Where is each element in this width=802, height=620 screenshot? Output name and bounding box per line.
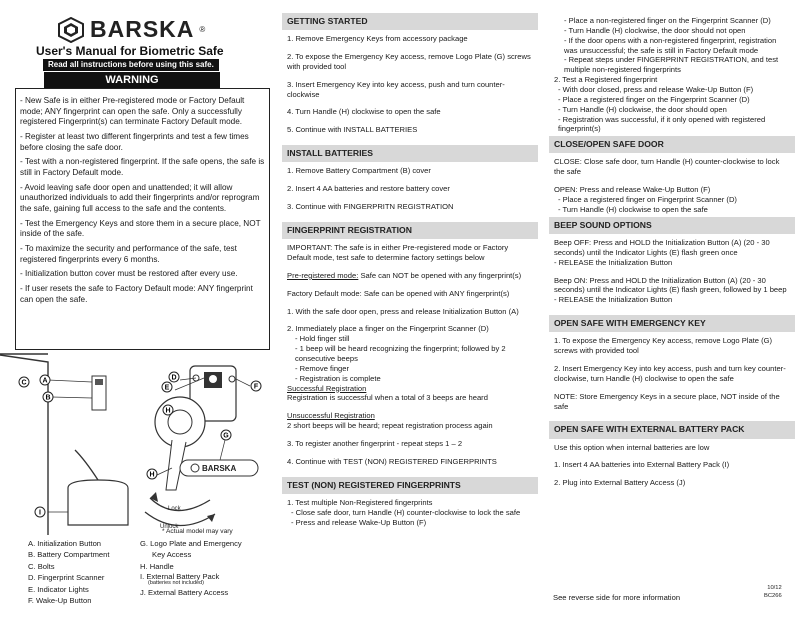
getting-started-header: GETTING STARTED [282,13,538,30]
safe-diagram [0,350,270,540]
substep: - With door closed, press and release Wake-Up Button (F) [558,85,754,95]
step: 2. Insert Emergency Key into key access, push and turn key counter-clockwise, turn Handle (H) clockwise to open the safe [554,364,786,383]
read-all-notice: Read all instructions before using this safe. [43,59,219,71]
emergency-key-header: OPEN SAFE WITH EMERGENCY KEY [549,315,795,332]
model-note: * Actual model may vary [162,528,233,535]
step: 1. To expose the Emergency Key access, remove Logo Plate (G) screws with provided tool [554,336,773,356]
beep-off-sub: - RELEASE the Initialization Button [554,257,673,267]
fingerprint-registration-header: FINGERPRINT REGISTRATION [282,222,538,239]
substep: - Turn Handle (H) clockwise, the door should open [558,104,727,114]
beep-sound-section [549,234,795,315]
substep: - If the door opens with a non-registered fingerprint, registration was unsuccessful; the safe is still in Factory Default mode [564,35,777,55]
substep: - Press and release Wake-Up Button (F) [291,517,427,527]
warning-item: - Avoid leaving safe door open and unattended; it will allow unauthorized individuals to add their fingerprints and/or reprogram the safe, gaining full access to the safe and the contents. [20,182,260,213]
marker-h-inner: H [165,407,171,415]
logo-plate-brand: BARSKA [202,464,237,473]
step: 1. Remove Battery Compartment (B) cover [287,166,431,176]
step: 4. Continue with TEST (NON) REGISTERED FINGERPRINTS [287,456,497,466]
legend-item: G. Logo Plate and Emergency [140,539,242,548]
legend-left [28,538,109,606]
substep: - Place a registered finger on Fingerprint Scanner (D) [558,195,737,205]
pre-registered-label: Pre-registered mode: [287,270,359,280]
brand-name: BARSKA [90,16,195,42]
test-fingerprints-header: TEST (NON) REGISTERED FINGERPRINTS [282,477,538,494]
right-column [549,0,795,602]
marker-h: H [149,471,155,479]
marker-i: I [39,509,41,517]
warning-item: - To maximize the security and performance of the safe, test registered fingerprints every 6 months. [20,243,237,264]
install-batteries-section [282,162,538,222]
step: 5. Continue with INSTALL BATTERIES [287,125,418,135]
warning-item: - New Safe is in either Pre-registered mode or Factory Default mode; ANY fingerprint can open the safe. Only a successfully registered Fingerprint(s) can terminate Factory Default mode. [20,96,245,127]
marker-b: B [45,394,51,402]
warning-item: - If user resets the safe to Factory Default mode: ANY fingerprint can open the safe. [20,283,253,304]
test-fingerprints-section-a [282,494,538,530]
external-battery-section [549,439,795,499]
legend-item: E. Indicator Lights [28,584,89,594]
factory-default-mode: Factory Default mode: Safe can be opened with ANY fingerprint(s) [287,288,510,298]
left-column [0,0,270,620]
legend-right [140,538,242,598]
legend-item: D. Fingerprint Scanner [28,573,105,583]
emergency-key-section [549,332,795,421]
step: 1. With the safe door open, press and release Initialization Button (A) [287,306,519,316]
step: 1. Insert 4 AA batteries into External Battery Pack (I) [554,460,730,470]
fail-text: 2 short beeps will be heard; repeat registration process again [287,421,493,431]
legend-subnote: (batteries not included) [148,580,204,587]
marker-a: A [42,377,48,385]
substep: - Place a registered finger on the Fingerprint Scanner (D) [558,94,750,104]
legend-item: H. Handle [140,561,174,571]
close-instructions: CLOSE: Close safe door, turn Handle (H) counter-clockwise to lock the safe [554,157,780,177]
pre-registered-text: Safe can NOT be opened with any fingerprint(s) [358,270,522,280]
product-code: BC266 [764,592,782,599]
substep: - Turn Handle (H) clockwise to open the safe [558,204,708,214]
warning-item: - Register at least two different fingerprints and test a few times before closing the safe door. [20,131,249,152]
brand-logo [56,15,205,45]
fingerprint-registration-section [282,239,538,477]
unlock-label: Unlock [160,524,179,530]
substep: - Registration is complete [295,373,381,383]
substep: - Remove finger [295,363,350,373]
close-open-section [549,153,795,216]
marker-d: D [171,374,177,382]
warning-item: - Test the Emergency Keys and store them in a secure place, NOT inside of the safe. [20,218,261,239]
step: 3. Continue with FINGERPRITN REGISTRATION [287,202,454,212]
beep-off: Beep OFF: Press and HOLD the Initialization Button (A) (20 - 30 seconds) until the Indicator Lights (E) flash green once [554,237,770,257]
step: 2. To expose the Emergency Key access, remove Logo Plate (G) screws with provided tool [287,52,531,71]
marker-f: F [253,383,259,391]
legend-item: F. Wake-Up Button [28,595,92,605]
middle-column [282,0,538,529]
step: 2. Immediately place a finger on the Fingerprint Scanner (D) [287,324,489,334]
success-title: Successful Registration [287,383,367,393]
beep-on: Beep ON: Press and HOLD the Initialization Button (A) (20 - 30 seconds) until the Indicator Lights (E) flash green, followed by 1 beep [554,275,787,295]
document-code [764,585,782,600]
step: 3. Insert Emergency Key into key access, push and turn counter-clockwise [287,79,505,99]
step: 3. To register another fingerprint - repeat steps 1 – 2 [287,439,463,448]
step: 2. Plug into External Battery Access (J) [554,478,686,488]
close-open-header: CLOSE/OPEN SAFE DOOR [549,136,795,153]
warning-item: - Initialization button cover must be restored after every use. [20,269,238,279]
beep-sound-header: BEEP SOUND OPTIONS [549,217,795,234]
substep: - Turn Handle (H) clockwise, the door should not open [564,25,746,35]
step: 2. Test a Registered fingerprint [554,75,658,85]
install-batteries-header: INSTALL BATTERIES [282,145,538,162]
legend-item: C. Bolts [28,561,55,571]
step: 1. Remove Emergency Keys from accessory package [287,34,468,44]
warning-item: - Test with a non-registered fingerprint. If the safe opens, the safe is still in Factory Default mode. [20,157,265,177]
substep: - Close safe door, turn Handle (H) counter-clockwise to lock the safe [291,507,521,517]
fail-title: Unsuccessful Registration [287,411,375,421]
open-instructions: OPEN: Press and release Wake-Up Button (F) [554,185,711,195]
legend-item: A. Initialization Button [28,539,102,548]
warning-box [15,88,270,350]
document-date: 10/12 [767,585,782,591]
substep: - Place a non-registered finger on the Fingerprint Scanner (D) [564,16,771,25]
step: 2. Insert 4 AA batteries and restore battery cover [287,184,450,194]
legend-item: Key Access [152,550,192,560]
marker-c: C [21,379,27,387]
manual-title: User's Manual for Biometric Safe [36,44,224,58]
success-text: Registration is successful when a total of 3 beeps are heard [287,393,488,403]
test-fingerprints-section-b [549,0,795,136]
beep-on-sub: - RELEASE the Initialization Button [554,295,673,305]
important-note: IMPORTANT: The safe is in either Pre-registered mode or Factory Default mode, test safe to determine factory settings below [287,243,509,262]
brand-trademark: ® [199,24,206,34]
external-battery-intro: Use this option when internal batteries are low [554,442,710,452]
pre-registered-mode [287,271,533,281]
step: 1. Test multiple Non-Registered fingerprints [287,497,433,507]
external-battery-header: OPEN SAFE WITH EXTERNAL BATTERY PACK [549,421,795,438]
substep: - 1 beep will be heard recognizing the fingerprint; followed by 2 consecutive beeps [295,344,506,363]
barska-logo-icon [56,17,86,43]
substep: - Registration was successful, if it only opened with registered fingerprint(s) [558,114,766,134]
step: 4. Turn Handle (H) clockwise to open the safe [287,107,441,117]
lock-label: Lock [168,506,181,512]
legend-item: B. Battery Compartment [28,550,110,560]
substep: - Hold finger still [295,334,350,344]
emergency-note: NOTE: Store Emergency Keys in a secure place, NOT inside of the safe [554,391,780,411]
reverse-side-note: See reverse side for more information [553,593,681,602]
legend-item: J. External Battery Access [140,587,229,597]
legend-item: I. External Battery Pack [140,572,220,582]
substep: - Repeat steps under FINGERPRINT REGISTRATION, and test multiple non-registered fingerprints [564,55,779,75]
marker-e: E [164,384,170,392]
wake-up-button-shape [229,376,235,382]
getting-started-section [282,30,538,145]
marker-g: G [223,432,229,440]
warning-label: WARNING [44,72,220,88]
external-battery-pack-shape [68,480,128,525]
